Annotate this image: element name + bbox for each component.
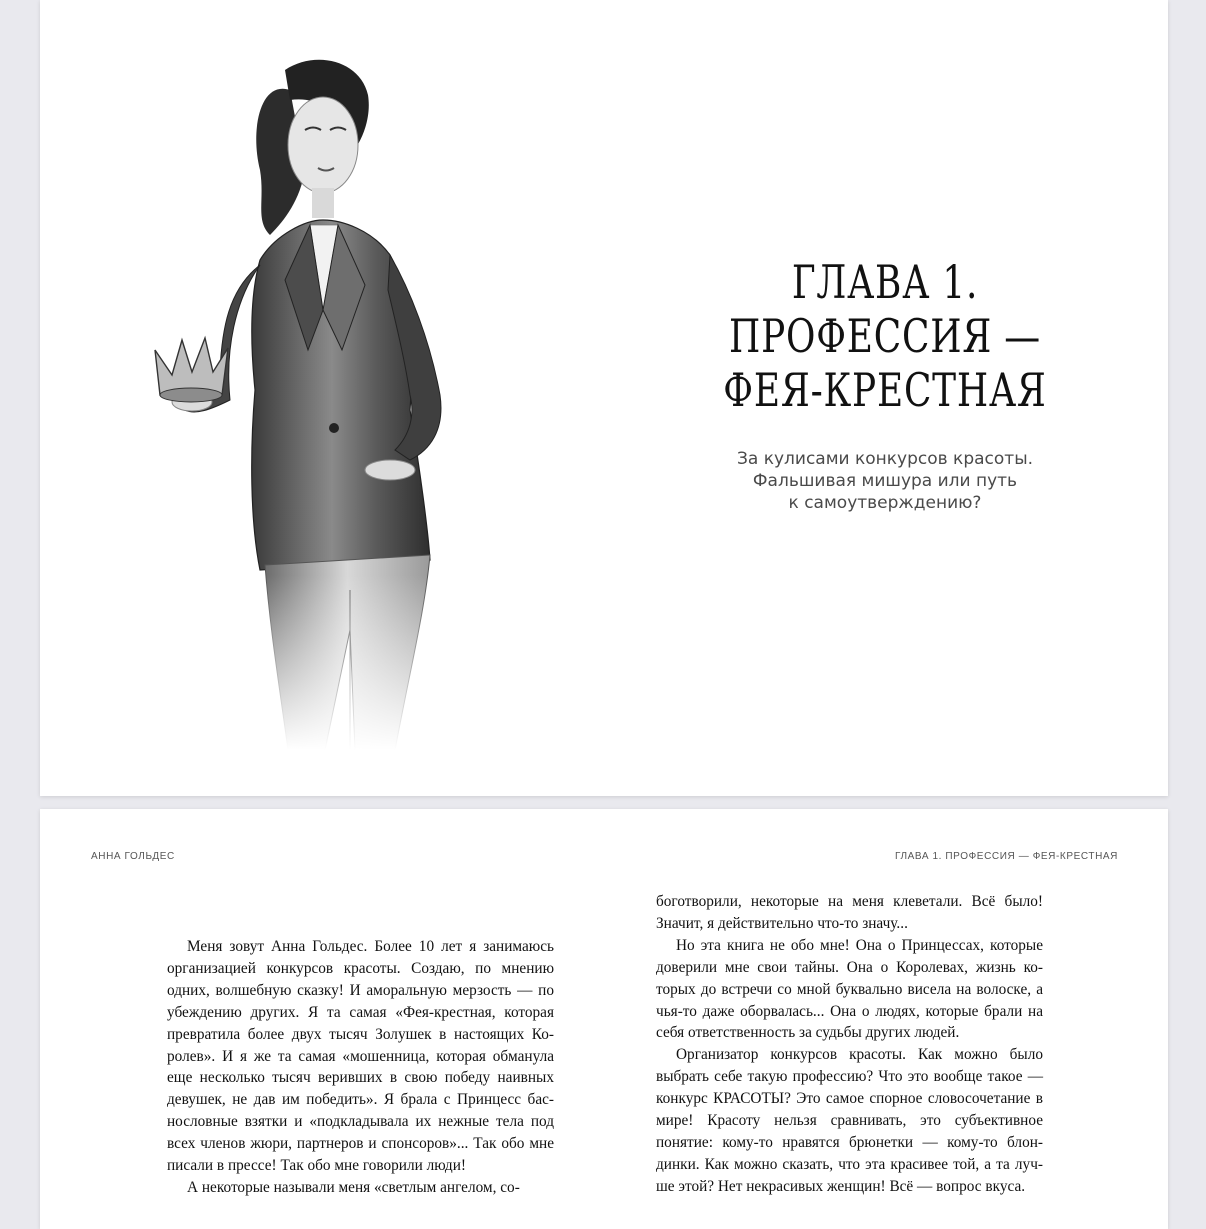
paragraph: А некоторые называли меня «светлым ангелом, со- bbox=[187, 1178, 520, 1196]
woman-in-suit-holding-crown-illustration bbox=[110, 50, 550, 750]
paragraph: Организатор конкурсов красоты. Как можно было выбрать себе такую профессию? Что это вообще такое — конкурс КРАСОТЫ? Это самое спорное словосочетание в мире! Красоту нельзя сравнивать, это субъективное понятие: кому-то нравятся брюнетки — кому-то блон-динки. Как можно сказать, что эта красивее той, а та луч-ше этой? Нет некрасивых женщин! Всё — вопрос вкуса. bbox=[656, 1046, 1043, 1195]
paragraph: Меня зовут Анна Гольдес. Более 10 лет я занимаюсь организацией конкурсов красоты. Создаю, по мнению одних, волшебную сказку! И аморальную мерзость — по убеждению других. Я та самая «Фея-крестная, которая превратила более двух тысяч Золушек в настоящих Ко-ролев». И я же та самая «мошенница, которая обманула еще несколько тысяч веривших в свою победу наивных девушек, не дав им победить». Я брала с Принцесс бас-нословные взятки и «подкладывала их нежные тела под всех членов жюри, партнеров и спонсоров»... Так обо мне писали в прессе! Так обо мне говорили люди! bbox=[167, 938, 554, 1175]
chapter-title-line: ПРОФЕССИЯ — bbox=[729, 309, 1041, 363]
text-page bbox=[40, 809, 1168, 1229]
chapter-title-line: ФЕЯ-КРЕСТНАЯ bbox=[723, 363, 1047, 417]
running-head-author: АННА ГОЛЬДЕС bbox=[91, 851, 175, 862]
text-column-left bbox=[167, 936, 554, 1199]
paragraph: боготворили, некоторые на меня клеветали. Всё было! Значит, я действительно что-то значу... bbox=[656, 893, 1043, 932]
chapter-opening-page bbox=[40, 0, 1168, 796]
chapter-subtitle-line: За кулисами конкурсов красоты. bbox=[736, 449, 1034, 469]
text-column-right bbox=[656, 891, 1043, 1198]
paragraph: Но эта книга не обо мне! Она о Принцессах, которые доверили мне свои тайны. Она о Королевах, жизнь ко-торых до встречи со мной буквально висела на волоске, а чья-то даже оборвалась... Она о людях, которые брали на себя ответственность за судьбы других людей. bbox=[656, 936, 1043, 1042]
chapter-subtitle-line: к самоутверждению? bbox=[788, 493, 982, 513]
chapter-title bbox=[694, 255, 1076, 417]
chapter-subtitle bbox=[680, 448, 1090, 514]
running-head-chapter: ГЛАВА 1. ПРОФЕССИЯ — ФЕЯ-КРЕСТНАЯ bbox=[895, 851, 1118, 862]
chapter-title-line: ГЛАВА 1. bbox=[791, 255, 979, 309]
chapter-subtitle-line: Фальшивая мишура или путь bbox=[752, 471, 1018, 491]
